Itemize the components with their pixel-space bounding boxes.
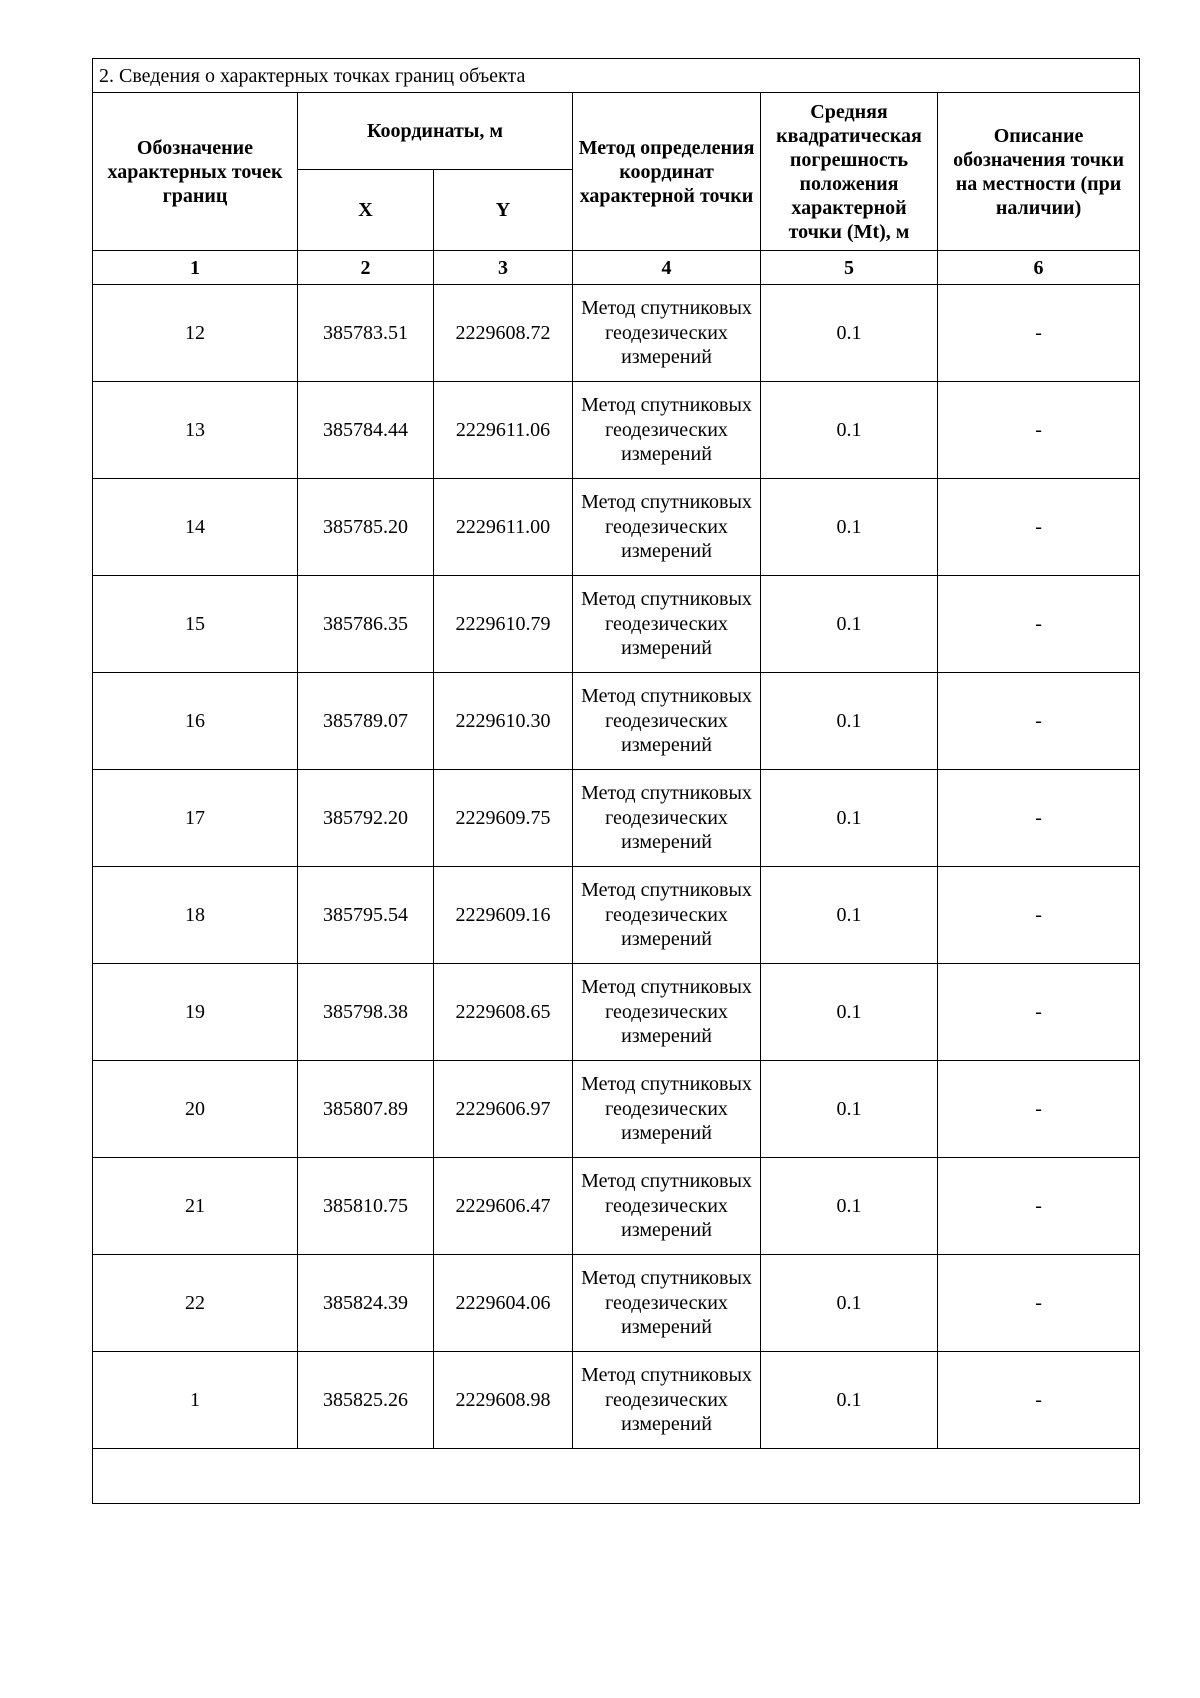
section-title: 2. Сведения о характерных точках границ объекта <box>93 59 1140 93</box>
column-number: 3 <box>434 251 573 285</box>
y-coordinate-cell: 2229610.30 <box>434 673 573 770</box>
error-cell: 0.1 <box>761 1255 938 1352</box>
error-cell: 0.1 <box>761 1158 938 1255</box>
error-cell: 0.1 <box>761 382 938 479</box>
empty-footer-cell <box>93 1449 1140 1504</box>
point-cell: 18 <box>93 867 298 964</box>
error-cell: 0.1 <box>761 285 938 382</box>
header-error: Средняя квадратическая погрешность положения характерной точки (Mt), м <box>761 93 938 251</box>
method-cell: Метод спутниковых геодезических измерений <box>573 1158 761 1255</box>
point-cell: 16 <box>93 673 298 770</box>
point-cell: 12 <box>93 285 298 382</box>
method-cell: Метод спутниковых геодезических измерений <box>573 867 761 964</box>
error-cell: 0.1 <box>761 964 938 1061</box>
table-row <box>93 1158 1140 1255</box>
description-cell: - <box>938 673 1140 770</box>
point-cell: 20 <box>93 1061 298 1158</box>
boundary-points-table <box>92 58 1140 1504</box>
error-cell: 0.1 <box>761 576 938 673</box>
description-cell: - <box>938 1352 1140 1449</box>
point-cell: 19 <box>93 964 298 1061</box>
description-cell: - <box>938 479 1140 576</box>
method-cell: Метод спутниковых геодезических измерений <box>573 770 761 867</box>
error-cell: 0.1 <box>761 673 938 770</box>
method-cell: Метод спутниковых геодезических измерений <box>573 479 761 576</box>
description-cell: - <box>938 964 1140 1061</box>
description-cell: - <box>938 576 1140 673</box>
y-coordinate-cell: 2229611.06 <box>434 382 573 479</box>
error-cell: 0.1 <box>761 1352 938 1449</box>
y-coordinate-cell: 2229609.16 <box>434 867 573 964</box>
column-number: 6 <box>938 251 1140 285</box>
column-number-row <box>93 251 1140 285</box>
table-row <box>93 576 1140 673</box>
description-cell: - <box>938 770 1140 867</box>
x-coordinate-cell: 385783.51 <box>298 285 434 382</box>
method-cell: Метод спутниковых геодезических измерений <box>573 382 761 479</box>
header-row-top <box>93 93 1140 170</box>
description-cell: - <box>938 1255 1140 1352</box>
error-cell: 0.1 <box>761 479 938 576</box>
x-coordinate-cell: 385825.26 <box>298 1352 434 1449</box>
header-coords: Координаты, м <box>298 93 573 170</box>
y-coordinate-cell: 2229610.79 <box>434 576 573 673</box>
header-description: Описание обозначения точки на местности (при наличии) <box>938 93 1140 251</box>
point-cell: 17 <box>93 770 298 867</box>
point-cell: 1 <box>93 1352 298 1449</box>
description-cell: - <box>938 285 1140 382</box>
method-cell: Метод спутниковых геодезических измерений <box>573 1061 761 1158</box>
column-number: 5 <box>761 251 938 285</box>
x-coordinate-cell: 385807.89 <box>298 1061 434 1158</box>
x-coordinate-cell: 385792.20 <box>298 770 434 867</box>
error-cell: 0.1 <box>761 770 938 867</box>
description-cell: - <box>938 382 1140 479</box>
table-row <box>93 479 1140 576</box>
method-cell: Метод спутниковых геодезических измерений <box>573 673 761 770</box>
table-row <box>93 867 1140 964</box>
x-coordinate-cell: 385798.38 <box>298 964 434 1061</box>
y-coordinate-cell: 2229604.06 <box>434 1255 573 1352</box>
y-coordinate-cell: 2229606.97 <box>434 1061 573 1158</box>
point-cell: 14 <box>93 479 298 576</box>
table-row <box>93 1255 1140 1352</box>
point-cell: 22 <box>93 1255 298 1352</box>
header-point: Обозначение характерных точек границ <box>93 93 298 251</box>
table-row <box>93 382 1140 479</box>
x-coordinate-cell: 385784.44 <box>298 382 434 479</box>
method-cell: Метод спутниковых геодезических измерений <box>573 964 761 1061</box>
y-coordinate-cell: 2229606.47 <box>434 1158 573 1255</box>
description-cell: - <box>938 1061 1140 1158</box>
header-method: Метод определения координат характерной точки <box>573 93 761 251</box>
point-cell: 15 <box>93 576 298 673</box>
y-coordinate-cell: 2229611.00 <box>434 479 573 576</box>
y-coordinate-cell: 2229609.75 <box>434 770 573 867</box>
method-cell: Метод спутниковых геодезических измерений <box>573 1352 761 1449</box>
column-number: 2 <box>298 251 434 285</box>
column-number: 4 <box>573 251 761 285</box>
header-y: Y <box>434 170 573 251</box>
column-number: 1 <box>93 251 298 285</box>
table-row <box>93 1352 1140 1449</box>
table-row <box>93 770 1140 867</box>
x-coordinate-cell: 385810.75 <box>298 1158 434 1255</box>
section-title-row <box>93 59 1140 93</box>
x-coordinate-cell: 385789.07 <box>298 673 434 770</box>
method-cell: Метод спутниковых геодезических измерений <box>573 285 761 382</box>
table-row <box>93 673 1140 770</box>
method-cell: Метод спутниковых геодезических измерений <box>573 576 761 673</box>
table-row <box>93 964 1140 1061</box>
x-coordinate-cell: 385785.20 <box>298 479 434 576</box>
method-cell: Метод спутниковых геодезических измерений <box>573 1255 761 1352</box>
x-coordinate-cell: 385824.39 <box>298 1255 434 1352</box>
x-coordinate-cell: 385786.35 <box>298 576 434 673</box>
point-cell: 21 <box>93 1158 298 1255</box>
y-coordinate-cell: 2229608.65 <box>434 964 573 1061</box>
error-cell: 0.1 <box>761 1061 938 1158</box>
table-row <box>93 285 1140 382</box>
error-cell: 0.1 <box>761 867 938 964</box>
x-coordinate-cell: 385795.54 <box>298 867 434 964</box>
y-coordinate-cell: 2229608.72 <box>434 285 573 382</box>
header-x: X <box>298 170 434 251</box>
point-cell: 13 <box>93 382 298 479</box>
description-cell: - <box>938 1158 1140 1255</box>
table-row <box>93 1061 1140 1158</box>
table-body <box>93 285 1140 1449</box>
empty-footer-row <box>93 1449 1140 1504</box>
description-cell: - <box>938 867 1140 964</box>
y-coordinate-cell: 2229608.98 <box>434 1352 573 1449</box>
